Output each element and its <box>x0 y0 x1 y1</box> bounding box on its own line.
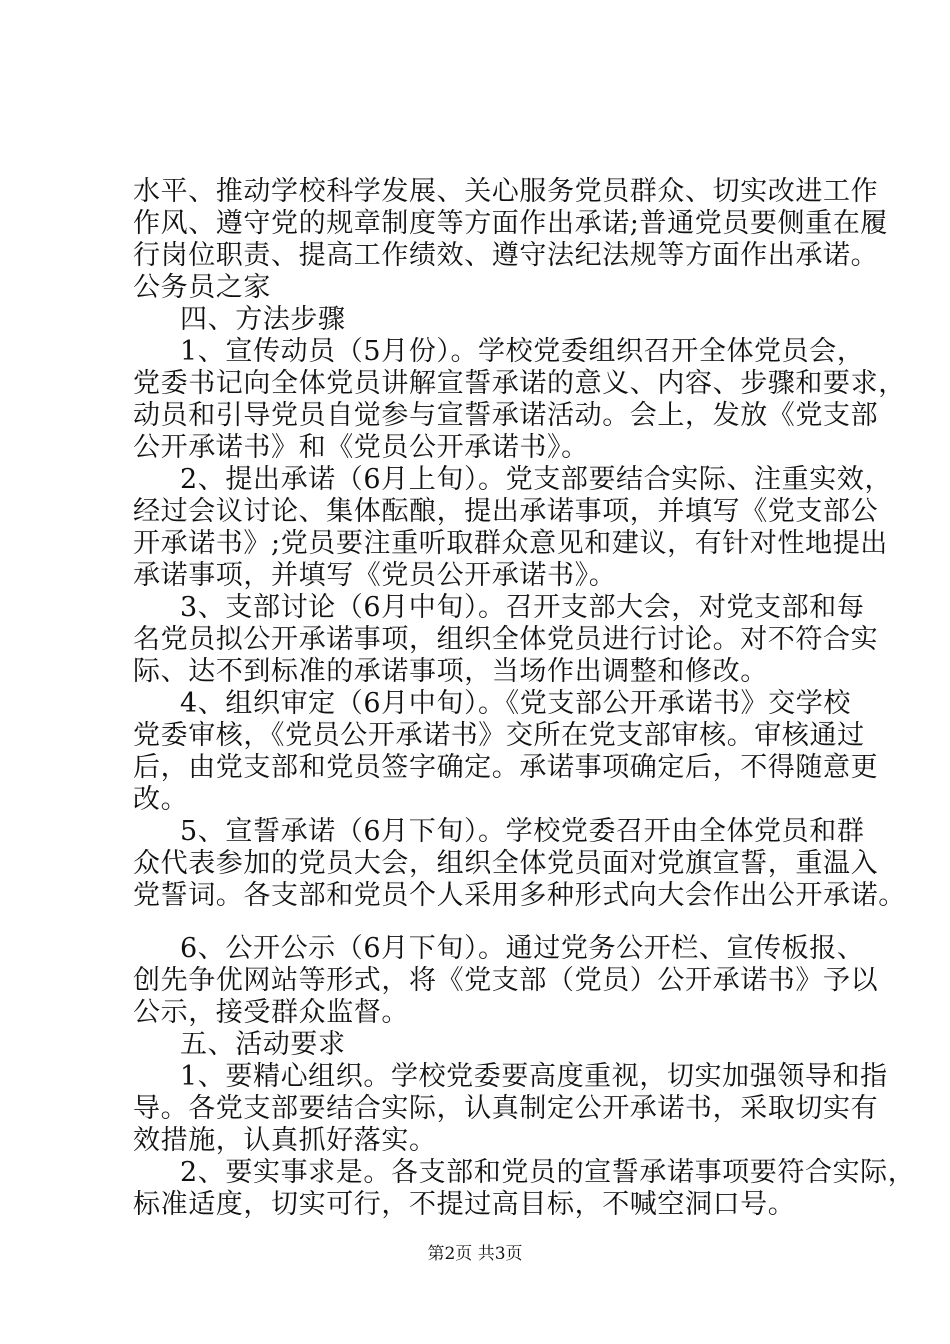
body-text-line: 党委审核，《党员公开承诺书》交所在党支部审核。审核通过 <box>133 720 865 751</box>
page-number-footer: 第2页 共3页 <box>427 1244 523 1264</box>
paragraph-start-line: 3、支部讨论（6月中旬）。召开支部大会，对党支部和每 <box>180 592 865 623</box>
body-text-line: 公务员之家 <box>133 272 271 303</box>
paragraph-start-line: 2、要实事求是。各支部和党员的宣誓承诺事项要符合实际， <box>180 1157 916 1188</box>
body-text-line: 效措施，认真抓好落实。 <box>133 1125 437 1156</box>
body-text-line: 党誓词。各支部和党员个人采用多种形式向大会作出公开承诺。 <box>133 880 906 911</box>
paragraph-start-line: 6、公开公示（6月下旬）。通过党务公开栏、宣传板报、 <box>180 933 865 964</box>
body-text-line: 改。 <box>133 784 189 815</box>
body-text-line: 动员和引导党员自觉参与宣誓承诺活动。会上，发放《党支部 <box>133 400 879 431</box>
body-text-line: 水平、推动学校科学发展、关心服务党员群众、切实改进工作 <box>133 176 879 207</box>
body-text-line: 党委书记向全体党员讲解宣誓承诺的意义、内容、步骤和要求， <box>133 368 906 399</box>
paragraph-start-line: 1、要精心组织。学校党委要高度重视，切实加强领导和指 <box>180 1061 888 1092</box>
body-text-line: 作风、遵守党的规章制度等方面作出承诺;普通党员要侧重在履 <box>133 208 888 239</box>
body-text-line: 导。各党支部要结合实际，认真制定公开承诺书，采取切实有 <box>133 1093 879 1124</box>
paragraph-start-line: 2、提出承诺（6月上旬）。党支部要结合实际、注重实效， <box>180 464 893 495</box>
body-text-line: 承诺事项，并填写《党员公开承诺书》。 <box>133 560 617 591</box>
body-text-line: 名党员拟公开承诺事项，组织全体党员进行讨论。对不符合实 <box>133 624 879 655</box>
body-text-line: 公示，接受群众监督。 <box>133 997 409 1028</box>
body-text-line: 后，由党支部和党员签字确定。承诺事项确定后，不得随意更 <box>133 752 879 783</box>
body-text-line: 际、达不到标准的承诺事项，当场作出调整和修改。 <box>133 656 768 687</box>
body-text-line: 创先争优网站等形式，将《党支部（党员）公开承诺书》予以 <box>133 965 879 996</box>
section-heading: 四、方法步骤 <box>180 304 346 335</box>
body-text-line: 众代表参加的党员大会，组织全体党员面对党旗宣誓，重温入 <box>133 848 879 879</box>
body-text-line: 行岗位职责、提高工作绩效、遵守法纪法规等方面作出承诺。 <box>133 240 879 271</box>
body-text-line: 标准适度，切实可行，不提过高目标，不喊空洞口号。 <box>133 1189 796 1220</box>
section-heading: 五、活动要求 <box>180 1029 346 1060</box>
paragraph-start-line: 4、组织审定（6月中旬）。《党支部公开承诺书》交学校 <box>180 688 851 719</box>
body-text-line: 经过会议讨论、集体酝酿，提出承诺事项，并填写《党支部公 <box>133 496 879 527</box>
body-text-line: 公开承诺书》和《党员公开承诺书》。 <box>133 432 589 463</box>
paragraph-start-line: 1、宣传动员（5月份）。学校党委组织召开全体党员会， <box>180 336 865 367</box>
body-text-line: 开承诺书》;党员要注重听取群众意见和建议，有针对性地提出 <box>133 528 888 559</box>
paragraph-start-line: 5、宣誓承诺（6月下旬）。学校党委召开由全体党员和群 <box>180 816 865 847</box>
